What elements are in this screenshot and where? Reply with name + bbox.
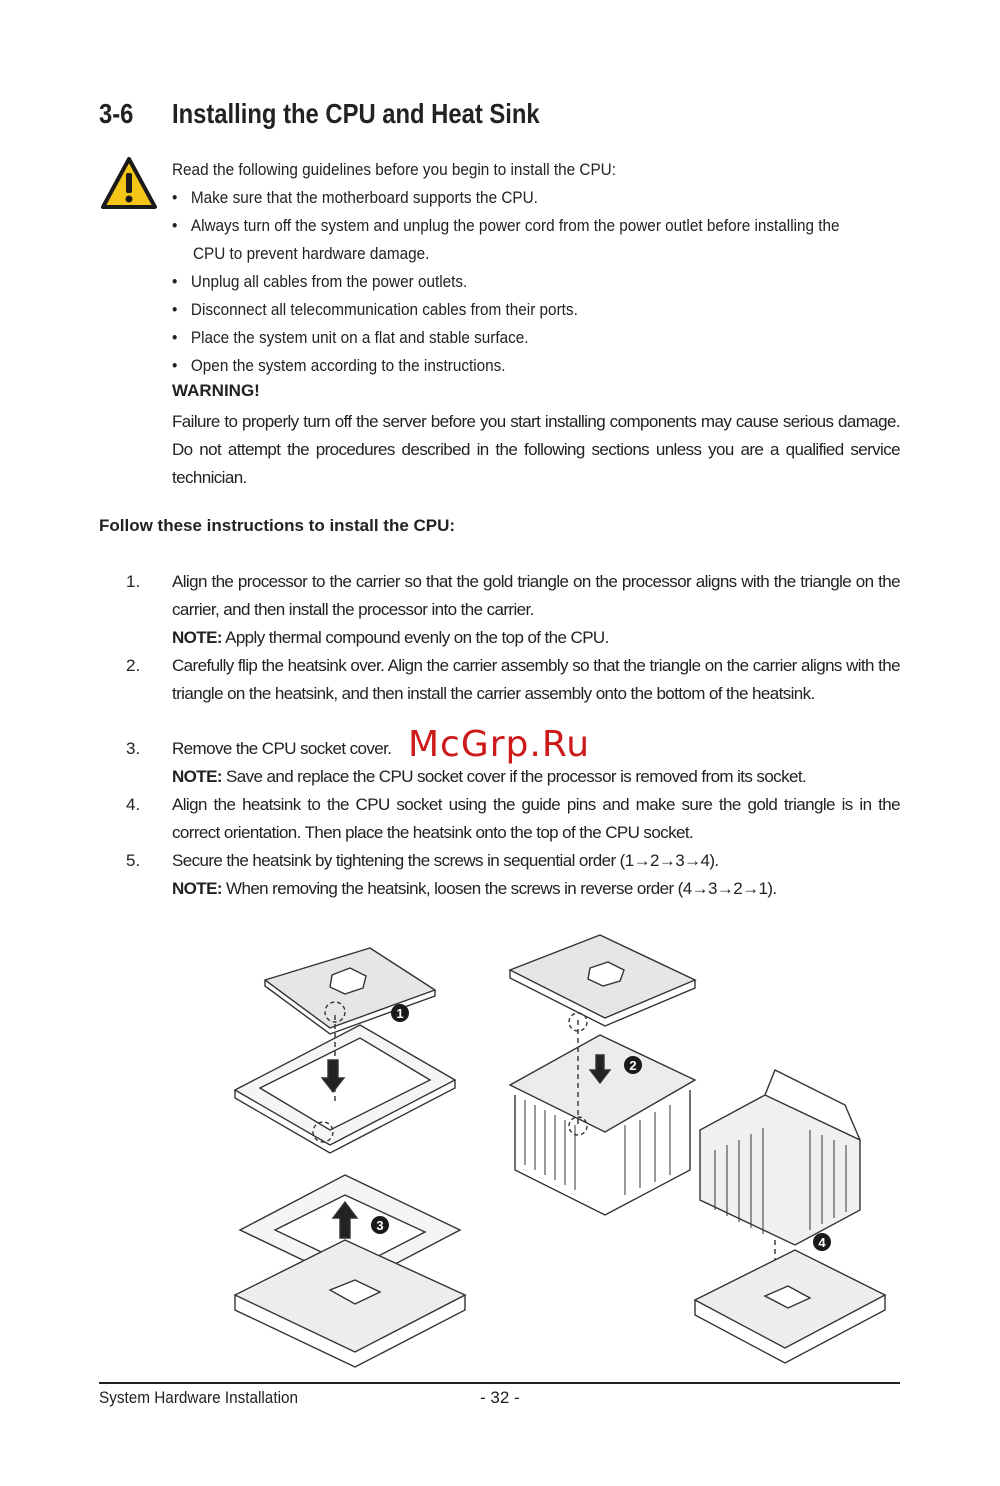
step-marker-4 xyxy=(813,1233,831,1251)
heatsink-installed-illustration xyxy=(700,1070,860,1245)
step-number: 2. xyxy=(126,656,141,675)
warning-text: Failure to properly turn off the server before you start installing components may cause serious damage. Do not attempt the procedures described in the following sections unless you are a qualified service technician. xyxy=(172,412,900,487)
step-marker-text: 2 xyxy=(629,1058,637,1073)
socket-illustration xyxy=(235,1240,465,1367)
carrier-assembly-illustration xyxy=(510,935,695,1026)
carrier-illustration xyxy=(235,1025,455,1153)
step-note: NOTE: When removing the heatsink, loosen the screws in reverse order (4→3→2→1). xyxy=(172,879,777,898)
step-marker-text: 3 xyxy=(376,1218,384,1233)
footer-divider xyxy=(99,1382,900,1384)
step-text: Secure the heatsink by tightening the screws in sequential order (1→2→3→4). xyxy=(172,851,719,870)
socket-illustration xyxy=(695,1250,885,1363)
step-text: Align the heatsink to the CPU socket using the guide pins and make sure the gold triangle is in the correct orientation. Then place the heatsink onto the top of the CPU socket. xyxy=(172,795,900,842)
step-text: Carefully flip the heatsink over. Align the carrier assembly so that the triangle on the carrier aligns with the triangle on the heatsink, and then install the carrier assembly onto the bottom of the heatsink. xyxy=(172,656,900,703)
step-number: 1. xyxy=(126,572,141,591)
list-item: • Make sure that the motherboard supports the CPU. xyxy=(172,188,538,207)
step-note: NOTE: Save and replace the CPU socket cover if the processor is removed from its socket. xyxy=(172,767,807,786)
list-item: • Always turn off the system and unplug the power cord from the power outlet before installing the xyxy=(172,216,840,235)
step-text: Remove the CPU socket cover. xyxy=(172,739,392,758)
instructions-heading: Follow these instructions to install the CPU: xyxy=(99,516,456,535)
list-item: • Place the system unit on a flat and stable surface. xyxy=(172,328,529,347)
list-item: • Disconnect all telecommunication cables from their ports. xyxy=(172,300,578,319)
page-number: - 32 - xyxy=(480,1388,520,1407)
warning-icon xyxy=(100,155,158,213)
footer-section: System Hardware Installation xyxy=(99,1388,298,1407)
list-item: • Unplug all cables from the power outlets. xyxy=(172,272,468,291)
warning-label: WARNING! xyxy=(172,381,260,400)
step-number: 4. xyxy=(126,795,141,814)
cpu-installation-diagram xyxy=(220,920,900,1370)
list-item-continuation: CPU to prevent hardware damage. xyxy=(193,244,430,263)
page-title: Installing the CPU and Heat Sink xyxy=(172,98,540,129)
step-marker-3 xyxy=(371,1216,389,1234)
step-text: Align the processor to the carrier so that the gold triangle on the processor aligns with the triangle on the carrier, and then install the processor into the carrier. xyxy=(172,572,900,619)
section-number: 3-6 xyxy=(99,98,134,129)
step-marker-2 xyxy=(624,1056,642,1074)
guidelines-intro: Read the following guidelines before you begin to install the CPU: xyxy=(172,160,616,179)
step-marker-text: 4 xyxy=(818,1235,826,1250)
step-marker-text: 1 xyxy=(396,1006,404,1021)
step-number: 3. xyxy=(126,739,141,758)
step-marker-1 xyxy=(391,1004,409,1022)
step-number: 5. xyxy=(126,851,141,870)
watermark: McGrp.Ru xyxy=(408,724,591,765)
list-item: • Open the system according to the instructions. xyxy=(172,356,506,375)
step-note: NOTE: Apply thermal compound evenly on the top of the CPU. xyxy=(172,628,609,647)
processor-illustration xyxy=(265,948,435,1034)
